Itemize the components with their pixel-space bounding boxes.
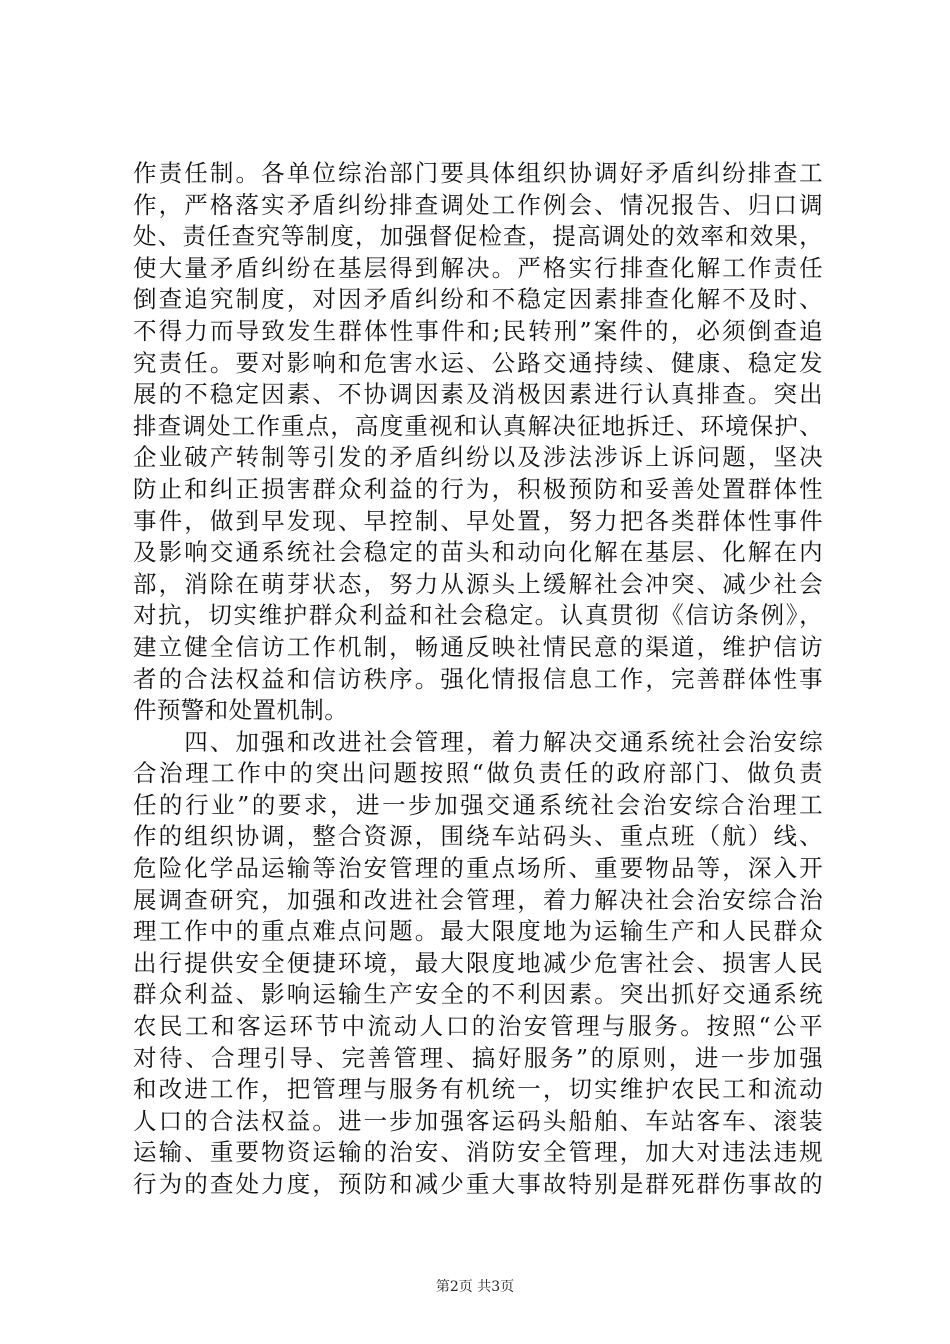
document-body (133, 158, 823, 1201)
text-line: 运输、重要物资运输的治安、消防安全管理，加大对违法违规 (133, 1138, 823, 1167)
text-line: 群众利益、影响运输生产安全的不利因素。突出抓好交通系统 (133, 980, 823, 1009)
text-line: 事件，做到早发现、早控制、早处置，努力把各类群体性事件 (133, 506, 823, 535)
text-line: 出行提供安全便捷环境，最大限度地减少危害社会、损害人民 (133, 948, 823, 977)
text-line: 作，严格落实矛盾纠纷排查调处工作例会、情况报告、归口调 (133, 190, 823, 219)
text-line: 展调查研究，加强和改进社会管理，着力解决社会治安综合治 (133, 885, 823, 914)
text-line: 倒查追究制度，对因矛盾纠纷和不稳定因素排查化解不及时、 (133, 285, 823, 314)
text-line: 建立健全信访工作机制，畅通反映社情民意的渠道，维护信访 (133, 632, 823, 661)
text-line: 展的不稳定因素、不协调因素及消极因素进行认真排查。突出 (133, 380, 823, 409)
text-line: 使大量矛盾纠纷在基层得到解决。严格实行排查化解工作责任 (133, 253, 823, 282)
text-line: 防止和纠正损害群众利益的行为，积极预防和妥善处置群体性 (133, 474, 823, 503)
text-line-paragraph-end: 件预警和处置机制。 (133, 696, 349, 725)
text-line: 不得力而导致发生群体性事件和;民转刑”案件的，必须倒查追 (133, 316, 823, 345)
text-line: 人口的合法权益。进一步加强客运码头船舶、车站客车、滚装 (133, 1106, 823, 1135)
text-line: 究责任。要对影响和危害水运、公路交通持续、健康、稳定发 (133, 348, 823, 377)
text-line: 作的组织协调，整合资源，围绕车站码头、重点班（航）线、 (133, 822, 823, 851)
text-line: 合治理工作中的突出问题按照“做负责任的政府部门、做负责 (133, 759, 823, 788)
text-line: 对抗，切实维护群众利益和社会稳定。认真贯彻《信访条例》， (133, 601, 823, 630)
text-line: 排查调处工作重点，高度重视和认真解决征地拆迁、环境保护、 (133, 411, 823, 440)
text-line: 作责任制。各单位综治部门要具体组织协调好矛盾纠纷排查工 (133, 159, 823, 187)
text-line: 部，消除在萌芽状态，努力从源头上缓解社会冲突、减少社会 (133, 569, 823, 598)
text-line: 理工作中的重点难点问题。最大限度地为运输生产和人民群众 (133, 917, 823, 946)
text-line: 及影响交通系统社会稳定的苗头和动向化解在基层、化解在内 (133, 538, 823, 567)
text-line: 行为的查处力度，预防和减少重大事故特别是群死群伤事故的 (133, 1170, 823, 1198)
text-line: 企业破产转制等引发的矛盾纠纷以及涉法涉诉上诉问题，坚决 (133, 443, 823, 472)
text-line: 处、责任查究等制度，加强督促检查，提高调处的效率和效果， (133, 222, 823, 251)
page-number-footer: 第2页 共3页 (435, 1279, 515, 1295)
text-line: 者的合法权益和信访秩序。强化情报信息工作，完善群体性事 (133, 664, 823, 693)
text-line: 危险化学品运输等治安管理的重点场所、重要物品等，深入开 (133, 854, 823, 883)
text-line: 任的行业”的要求，进一步加强交通系统社会治安综合治理工 (133, 790, 823, 819)
text-line: 对待、合理引导、完善管理、搞好服务”的原则，进一步加强 (133, 1043, 823, 1072)
text-line: 农民工和客运环节中流动人口的治安管理与服务。按照“公平 (133, 1012, 823, 1041)
text-line-paragraph-start: 四、加强和改进社会管理，着力解决交通系统社会治安综 (133, 727, 823, 756)
text-line: 和改进工作，把管理与服务有机统一，切实维护农民工和流动 (133, 1075, 823, 1104)
